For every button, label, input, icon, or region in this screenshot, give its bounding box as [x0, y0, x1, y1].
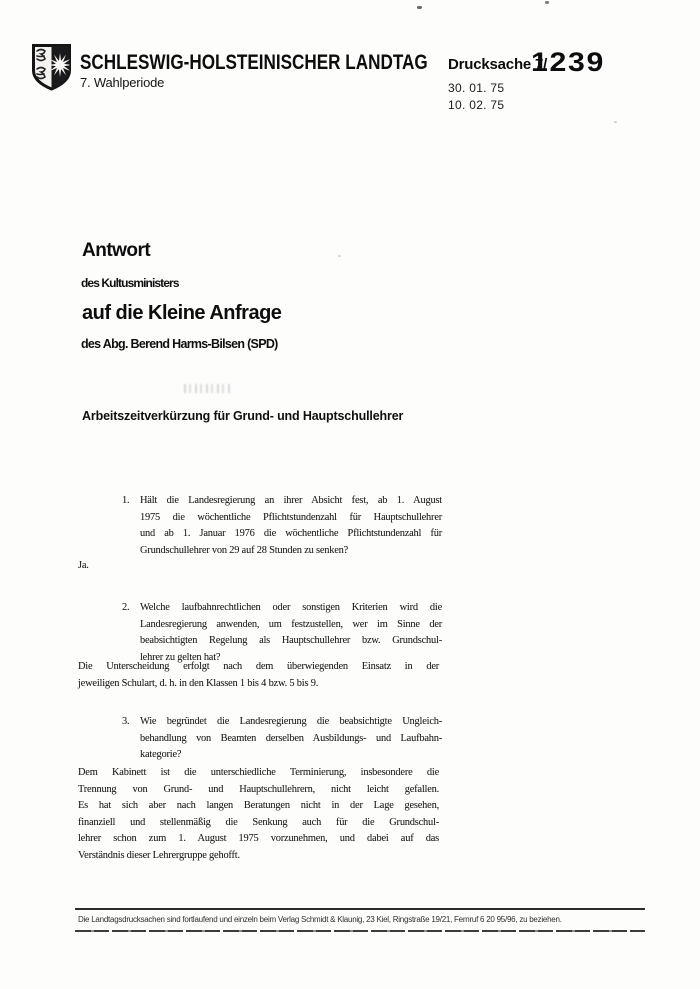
document-title-inquiry: auf die Kleine Anfrage — [82, 302, 282, 324]
footer-rule-top — [75, 908, 645, 910]
question-3-line: kategorie? — [140, 749, 182, 761]
question-2-number: 2. — [122, 602, 130, 613]
parliament-name — [80, 51, 507, 75]
date-issued: 30. 01. 75 — [448, 81, 505, 95]
answer-2-line: jeweiligen Schulart, d. h. in den Klassen 1 bis 4 bzw. 5 bis 9. — [78, 677, 319, 689]
answering-minister: des Kultusministers — [81, 276, 179, 290]
answer-2-line: Die Unterscheidung erfolgt nach dem überwiegenden Einsatz in der — [78, 661, 439, 672]
document-title-answer: Antwort — [82, 240, 151, 261]
question-3-line: behandlung von Beamten derselben Ausbildungs- und Laufbahn- — [140, 732, 442, 744]
document-number — [531, 47, 606, 77]
parliament-name-text: SCHLESWIG-HOLSTEINISCHER LANDTAG — [80, 51, 428, 74]
subject-line: Arbeitszeitverkürzung für Grund- und Hauptschullehrer — [82, 409, 404, 423]
answer-3-line: lehrer schon zum 1. August 1975 vorzunehmen, und dabei auf das — [78, 833, 439, 845]
question-2-line: Landesregierung anwenden, um festzustellen, wer im Sinne der — [140, 618, 442, 630]
question-3 — [122, 714, 442, 764]
scan-smudge-artifact — [184, 384, 230, 393]
footer-rule-bottom — [75, 930, 645, 932]
scan-speck — [614, 121, 617, 123]
document-number-text: 1239 — [531, 47, 606, 77]
inquiring-member: des Abg. Berend Harms-Bilsen (SPD) — [81, 337, 278, 351]
legislative-term: 7. Wahlperiode — [80, 75, 165, 90]
footer-publisher-note: Die Landtagsdrucksachen sind fortlaufend und einzeln beim Verlag Schmidt & Klaunig, 23 Kiel, Ringstraße 19/21, Fernruf 6 20 95/96, zu beziehen. — [78, 915, 562, 924]
question-2-line: lehrer zu gelten hat? — [140, 651, 221, 663]
question-1-line: und ab 1. Januar 1976 die wöchentliche Pflichtstundenzahl für — [140, 528, 442, 540]
question-1-line: Grundschullehrer von 29 auf 28 Stunden zu senken? — [140, 544, 349, 556]
answer-3-line: Dem Kabinett ist die unterschiedliche Terminierung, insbesondere die — [78, 767, 439, 778]
question-1 — [122, 493, 442, 559]
question-2 — [122, 600, 442, 666]
date-distributed: 10. 02. 75 — [448, 98, 505, 112]
question-1-line: Hält die Landesregierung an ihrer Absicht fest, ab 1. August — [140, 495, 442, 506]
document-type-label: Drucksache 7/ — [448, 56, 548, 73]
scan-speck — [338, 255, 341, 257]
answer-3 — [78, 765, 439, 865]
question-2-line: Welche laufbahnrechtlichen oder sonstigen Kriterien wird die — [140, 602, 442, 613]
answer-3-line: Verständnis dieser Lehrergruppe gehofft. — [78, 849, 240, 861]
answer-1: Ja. — [78, 560, 89, 571]
question-3-line: Wie begründet die Landesregierung die beabsichtigte Ungleich- — [140, 716, 442, 727]
schleswig-holstein-coat-of-arms-icon — [31, 43, 72, 92]
answer-3-line: Es hat sich aber nach langen Beratungen nicht in der Lage gesehen, — [78, 800, 439, 812]
question-2-line: beabsichtigten Regelung als Hauptschullehrer bzw. Grundschul- — [140, 635, 442, 647]
answer-3-line: Trennung von Grund- und Hauptschullehrern, nicht leicht gefallen. — [78, 783, 439, 795]
question-1-number: 1. — [122, 495, 130, 506]
scan-speck — [417, 6, 422, 9]
question-1-line: 1975 die wöchentliche Pflichtstundenzahl für Hauptschullehrer — [140, 511, 442, 523]
question-3-number: 3. — [122, 716, 130, 727]
answer-3-line: finanziell und stellenmäßig die Senkung auch für die Grundschul- — [78, 816, 439, 828]
scan-speck — [545, 1, 549, 4]
answer-2 — [78, 659, 439, 692]
